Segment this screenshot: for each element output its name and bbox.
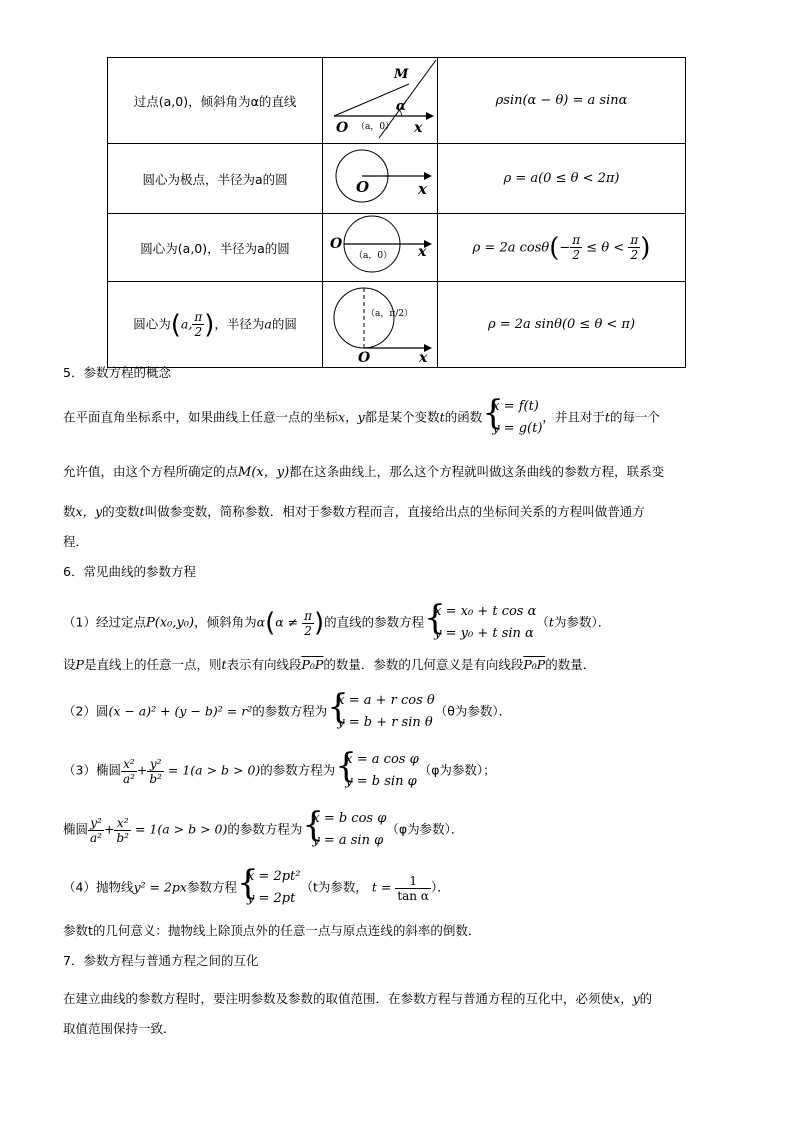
section6-note4: 参数t的几何意义：抛物线上除顶点外的任意一点与原点连线的斜率的倒数． <box>63 923 481 938</box>
circle-at-a-figure <box>324 214 436 278</box>
label-point: （a，0） <box>356 122 395 132</box>
label-point: （a，0） <box>354 251 393 261</box>
ellipse2-param-system: { x = b cos φ y = a sin φ <box>302 805 387 848</box>
row1-desc: 过点(a,0)，倾斜角为α的直线 <box>108 58 323 144</box>
label-x: x <box>419 350 428 364</box>
section6-item3: （3）椭圆 $\frac{\text{x²}}{\text{a²}}$ + $\frac{\text{y²}}{\text{b²}}$ = 1(a > b > 0)的参数方程为 { x = a cos φ y = b sin φ （φ为参数）； <box>63 749 496 793</box>
label-x: x <box>418 244 427 260</box>
label-alpha: α <box>396 99 407 114</box>
label-o: O <box>330 236 343 252</box>
section6-note1: 设P是直线上的任意一点，则t表示有向线段P₀P的数量．参数的几何意义是有向线段P₀P的数量． <box>63 657 596 672</box>
section5-p1: 在平面直角坐标系中，如果曲线上任意一点的坐标x，y都是某个变数t的函数 { x = f(t) y = g(t) ，并且对于t的每一个 <box>63 396 660 440</box>
label-o: O <box>358 350 371 364</box>
section7-title: 7．参数方程与普通方程之间的互化 <box>63 953 259 968</box>
label-m: M <box>394 67 409 82</box>
section5-p3: 数x，y的变数t叫做参变数，简称参数．相对于参数方程而言，直接给出点的坐标间关系的方程叫做普通方 <box>63 504 645 519</box>
row4-figure <box>323 282 438 368</box>
section6-item2: （2）圆(x − a)² + (y − b)² = r²的参数方程为 { x = a + r cos θ y = b + r sin θ （θ为参数）． <box>63 690 511 734</box>
row2-desc: 圆心为极点，半径为a的圆 <box>108 144 323 214</box>
circle-at-pole-figure <box>324 144 436 210</box>
row4-equation: ρ = 2a sinθ(0 ≤ θ < π) <box>438 282 686 368</box>
line-through-point-figure <box>324 58 436 140</box>
row3-equation: ρ = 2a cosθ(− $\frac{\pi}{2}$ ≤ θ < $\frac{\pi}{2}$ ) <box>438 214 686 282</box>
section5-p4: 程． <box>63 534 89 549</box>
function-system: { x = f(t) y = g(t) <box>482 393 543 436</box>
section6-ellipse2: 椭圆 $\frac{\text{y²}}{\text{a²}}$ + $\frac{\text{x²}}{\text{b²}}$ = 1(a > b > 0)的参数方程为 { x = b cos φ y = a sin φ （φ为参数）． <box>63 808 463 852</box>
circle-at-a-pi-half-figure <box>324 282 436 364</box>
label-point: （a，π/2） <box>366 309 414 319</box>
row1-equation: ρsin(α − θ) = a sinα <box>438 58 686 144</box>
label-o: O <box>336 120 349 136</box>
ellipse1-param-system: { x = a cos φ y = b sin φ <box>335 746 419 789</box>
section7-p2: 取值范围保持一致． <box>63 1021 176 1036</box>
section5-title: 5．参数方程的概念 <box>63 365 171 380</box>
parabola-param-system: { x = 2pt² y = 2pt <box>236 863 301 906</box>
row4-desc: 圆心为(a, $\frac{\pi}{2}$ )，半径为a的圆 <box>108 282 323 368</box>
row3-desc: 圆心为(a,0)，半径为a的圆 <box>108 214 323 282</box>
label-x: x <box>414 120 423 136</box>
section5-p2: 允许值，由这个方程所确定的点M(x，y)都在这条曲线上，那么这个方程就叫做这条曲线的参数方程，联系变 <box>63 464 665 480</box>
row3-figure <box>323 214 438 282</box>
section6-title: 6．常见曲线的参数方程 <box>63 564 196 579</box>
row2-equation: ρ = a(0 ≤ θ < 2π) <box>438 144 686 214</box>
label-o: O <box>356 178 370 196</box>
row2-figure <box>323 144 438 214</box>
label-x: x <box>418 180 427 198</box>
line-param-system: { x = x₀ + t cos α y = y₀ + t sin α <box>424 598 537 641</box>
section6-item4: （4）抛物线y² = 2px参数方程 { x = 2pt² y = 2pt （t为参数， t = $\frac{1}{\text{tan α}}$ ）． <box>63 866 450 910</box>
section6-item1: （1）经过定点P(x₀,y₀)，倾斜角为α(α ≠ $\frac{\pi}{2}$ )的直线的参数方程 { x = x₀ + t cos α y = y₀ + t sin α （t为参数）． <box>63 601 610 645</box>
section7-p1: 在建立曲线的参数方程时，要注明参数及参数的取值范围．在参数方程与普通方程的互化中，必须使x，y的 <box>63 991 653 1006</box>
polar-equation-table <box>107 57 686 368</box>
circle-param-system: { x = a + r cos θ y = b + r sin θ <box>327 687 435 730</box>
row1-figure <box>323 58 438 144</box>
